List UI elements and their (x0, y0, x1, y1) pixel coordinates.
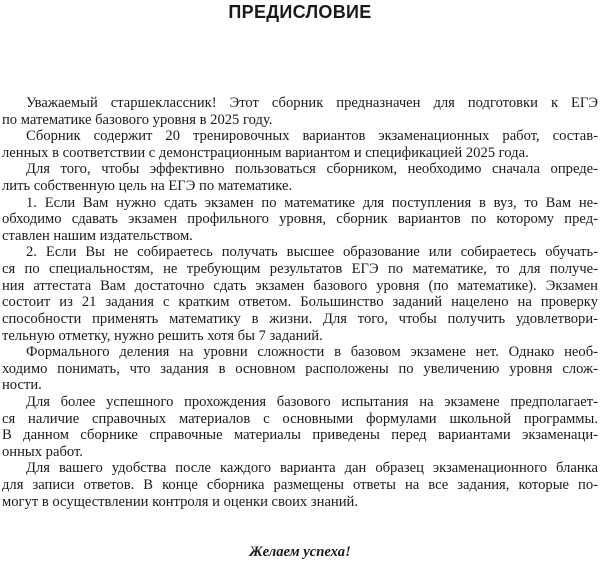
text-line: Уважаемый старшеклассник! Этот сборник предназначен для подготовки к ЕГЭ (26, 95, 598, 111)
text-line: Для того, чтобы эффективно пользоваться сборником, необходимо сначала опреде- (26, 161, 598, 178)
paragraph (2, 344, 598, 394)
text-line: ходимо понимать, что задания в основном расположены по увеличению уровня слож- (2, 360, 598, 377)
paragraph (2, 460, 598, 510)
paragraph (2, 244, 598, 344)
paragraph (2, 195, 598, 245)
text-line: Сборник содержит 20 тренировочных вариантов экзаменационных работ, состав- (26, 128, 598, 145)
page-title: ПРЕДИСЛОВИЕ (228, 2, 372, 22)
text-line: для записи ответов. В конце сборника размещены ответы на все задания, которые по- (2, 477, 598, 494)
text-line: 1. Если Вам нужно сдать экзамен по математике для поступления в вуз, то Вам не- (26, 194, 598, 211)
text-line: Для более успешного прохождения базового испытания на экзамене предполагает- (26, 393, 598, 410)
paragraph (2, 128, 598, 161)
text-line: В данном сборнике справочные материалы приведены перед вариантами экзаменаци- (2, 427, 598, 444)
text-line: ся наличие справочных материалов с основными формулами школьной программы. (2, 410, 598, 427)
text-line: ся по специальностям, не требующим результатов ЕГЭ по математике, то для получе- (2, 261, 598, 278)
text-line: лить собственную цель на ЕГЭ по математике. (2, 178, 293, 195)
text-line: 2. Если Вы не собираетесь получать высшее образование или собираетесь обучать- (26, 244, 598, 261)
text-line: ставлен нашим издательством. (2, 227, 193, 244)
text-line: ленных в соответствии с демонстрационным вариантом и спецификацией 2025 года. (2, 144, 529, 161)
text-line: обходимо сдавать экзамен профильного уровня, сборник вариантов по которому пред- (2, 211, 598, 228)
text-line: ности. (2, 377, 42, 394)
text-line: могут в осуществлении контроля и оценки своих знаний. (2, 493, 359, 510)
preface-body (2, 95, 598, 510)
text-line: Формального деления на уровни сложности в базовом экзамене нет. Однако необ- (26, 344, 598, 361)
text-line: онных работ. (2, 443, 83, 460)
text-line: по математике базового уровня в 2025 году. (2, 111, 273, 128)
paragraph (2, 95, 598, 128)
text-line: способности применять математику в жизни. Для того, чтобы получить удовлетвори- (2, 310, 598, 327)
closing-wish: Желаем успеха! (249, 544, 351, 560)
paragraph (2, 161, 598, 194)
text-line: тельную отметку, нужно решить хотя бы 7 заданий. (2, 327, 323, 344)
text-line: состоит из 21 задания с кратким ответом. Большинство заданий нацелено на проверку (2, 294, 598, 311)
text-line: Для вашего удобства после каждого варианта дан образец экзаменационного бланка (26, 460, 598, 477)
text-line: ния аттестата Вам достаточно сдать экзамен базового уровня (по математике). Экзамен (2, 277, 598, 294)
paragraph (2, 394, 598, 460)
